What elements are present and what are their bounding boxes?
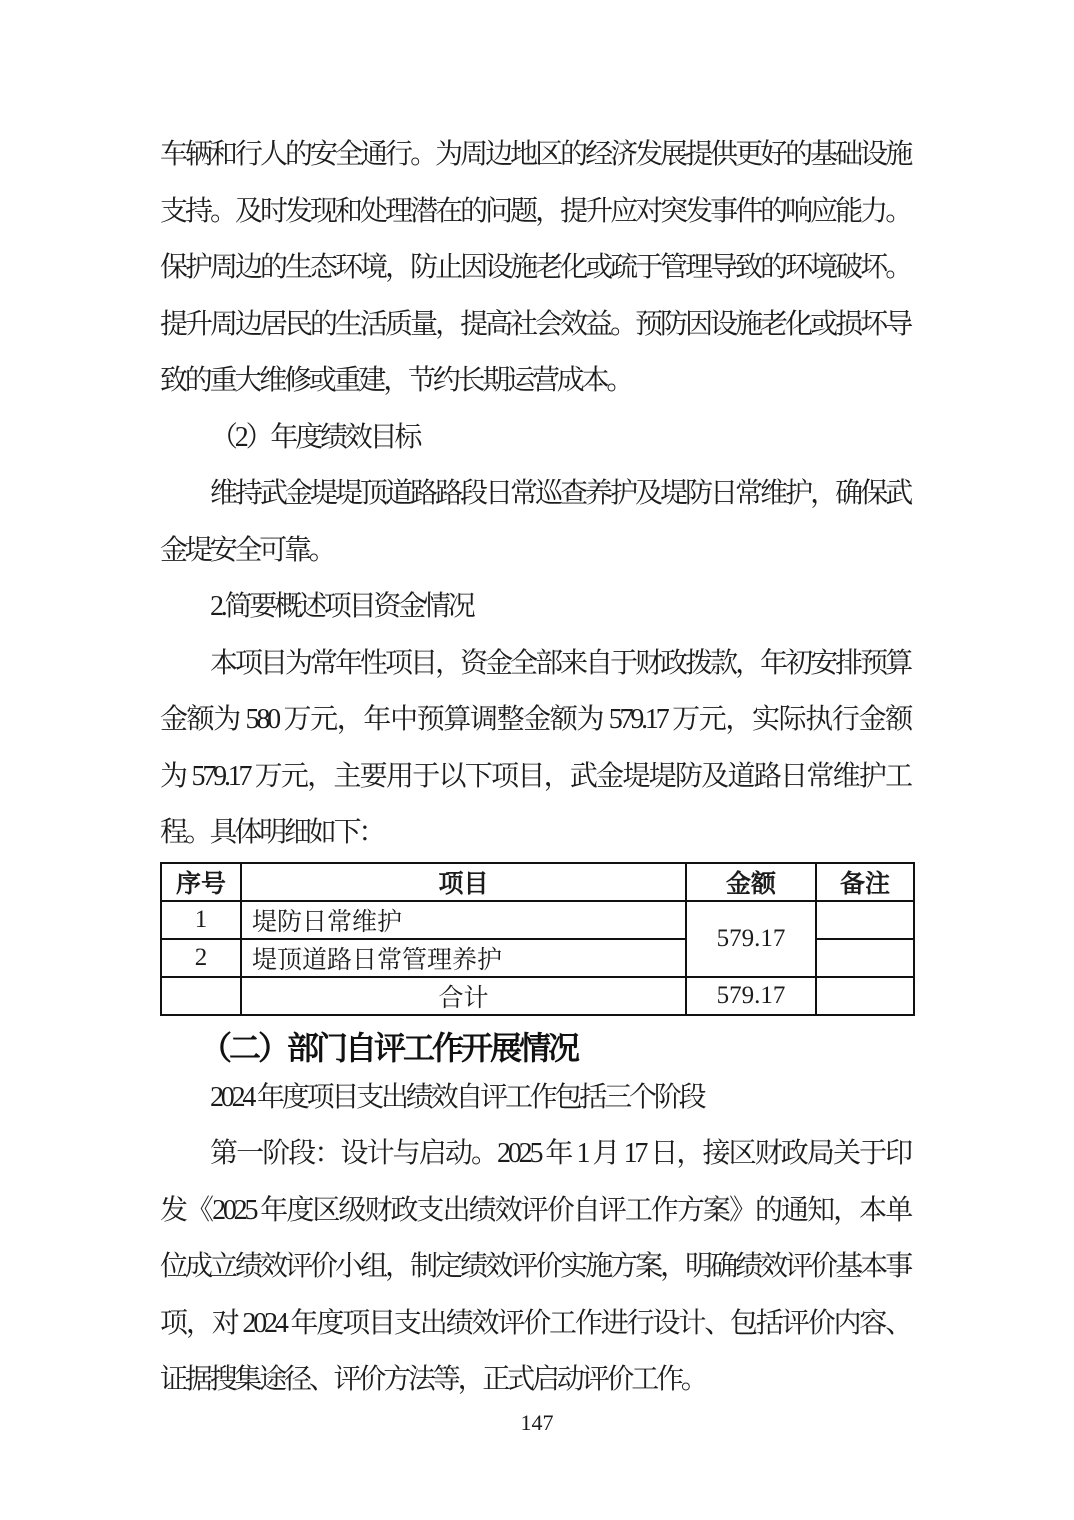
table-row xyxy=(161,901,914,939)
paragraph-annual-goal-body xyxy=(160,466,910,579)
text-line: 程。具体明细如下： xyxy=(160,817,384,848)
cell-total-label: 合计 xyxy=(241,977,686,1015)
cell-item: 堤防日常维护 xyxy=(241,901,686,939)
text-line: 金堤安全可靠。 xyxy=(160,534,334,566)
cell-seq xyxy=(161,977,241,1015)
text-line: 第一阶段：设计与启动。2025 年 1 月 17 日，接区财政局关于印 xyxy=(210,1138,910,1169)
text-line: 致的重大维修或重建，节约长期运营成本。 xyxy=(160,365,632,396)
text-line: 支持。及时发现和处理潜在的问题，提升应对突发事件的响应能力。 xyxy=(160,195,910,227)
text-line: 维持武金堤堤顶道路路段日常巡查养护及堤防日常维护，确保武 xyxy=(210,478,910,509)
text-line: 发《2025 年度区级财政支出绩效评价自评工作方案》的通知，本单 xyxy=(160,1194,910,1226)
cell-note xyxy=(816,939,914,977)
text-line: 位成立绩效评价小组，制定绩效评价实施方案，明确绩效评价基本事 xyxy=(160,1251,910,1282)
cell-note xyxy=(816,977,914,1015)
cell-note xyxy=(816,901,914,939)
cell-seq: 1 xyxy=(161,901,241,939)
text-line: 证据搜集途径、评价方法等，正式启动评价工作。 xyxy=(160,1364,706,1395)
section-heading: （二）部门自评工作开展情况 xyxy=(200,1029,578,1066)
text-line: （2）年度绩效目标 xyxy=(210,421,420,453)
table-header-row xyxy=(161,863,914,901)
cell-item: 堤顶道路日常管理养护 xyxy=(241,939,686,977)
text-line: 本项目为常年性项目，资金全部来自于财政拨款，年初安排预算 xyxy=(210,647,910,679)
table-header-note: 备注 xyxy=(816,863,914,901)
paragraph-self-eval-stages xyxy=(160,1070,910,1127)
paragraph-goals-continuation xyxy=(160,127,910,410)
table-header-item: 项目 xyxy=(241,863,686,901)
page-content xyxy=(160,127,910,1409)
text-line: 2024 年度项目支出绩效自评工作包括三个阶段 xyxy=(210,1081,704,1113)
table-header-seq: 序号 xyxy=(161,863,241,901)
text-line: 为 579.17 万元，主要用于以下项目，武金堤堤防及道路日常维护工 xyxy=(160,760,910,792)
text-line: 提升周边居民的生活质量，提高社会效益。预防因设施老化或损坏导 xyxy=(160,308,910,340)
table-total-row xyxy=(161,977,914,1015)
funding-table xyxy=(160,862,915,1016)
text-line: 保护周边的生态环境，防止因设施老化或疏于管理导致的环境破坏。 xyxy=(160,252,910,283)
text-line: 金额为 580 万元，年中预算调整金额为 579.17 万元，实际执行金额 xyxy=(160,704,910,735)
paragraph-stage-one xyxy=(160,1126,910,1409)
page-number: 147 xyxy=(520,1410,554,1435)
paragraph-funding-body xyxy=(160,636,910,862)
cell-seq: 2 xyxy=(161,939,241,977)
text-line: 车辆和行人的安全通行。为周边地区的经济发展提供更好的基础设施 xyxy=(160,139,910,170)
text-line: 2.简要概述项目资金情况 xyxy=(210,591,473,622)
cell-total-amount: 579.17 xyxy=(686,977,816,1015)
cell-amount-merged: 579.17 xyxy=(686,901,816,977)
paragraph-annual-goal-subtitle xyxy=(160,410,910,467)
paragraph-funding-subtitle xyxy=(160,579,910,636)
table-header-amount: 金额 xyxy=(686,863,816,901)
text-line: 项，对 2024 年度项目支出绩效评价工作进行设计、包括评价内容、 xyxy=(160,1307,910,1339)
